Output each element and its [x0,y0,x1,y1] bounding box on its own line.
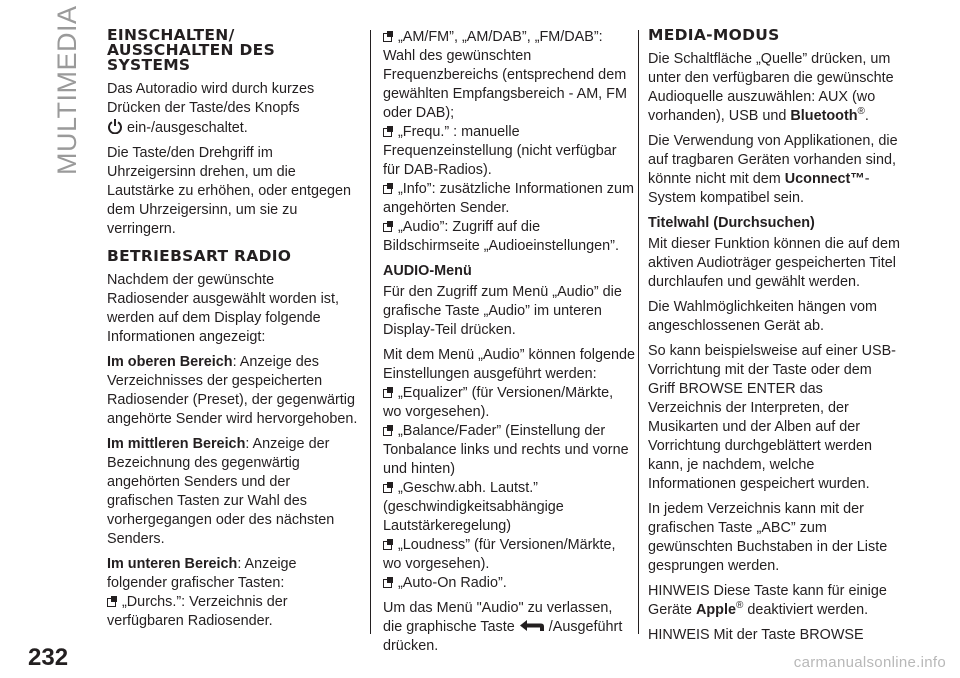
list-item: „Equalizer” (für Versionen/Märkte, wo vorgesehen). [383,385,614,420]
bullet-icon [383,577,393,588]
paragraph-abc: In jedem Verzeichnis kann mit der grafischen Taste „ABC” zum gewünschten Buchstaben in der Liste gesprungen werden. [648,501,888,574]
bullet-icon [383,425,393,436]
paragraph-options: Die Wahlmöglichkeiten hängen vom angeschlossenen Gerät ab. [648,299,878,334]
page-number: 232 [28,644,69,671]
paragraph-source: Die Schaltfläche „Quelle” drücken, um unter den verfügbaren die gewünschte Audioquelle auszuwählen: AUX (wo vorhanden), USB und Bluetooth®. [648,51,894,124]
bullet-icon [383,539,393,550]
bullet-icon [383,387,393,398]
paragraph-lower-area: Im unteren Bereich: Anzeige folgender grafischer Tasten: [107,556,297,591]
paragraph-audio-access: Für den Zugriff zum Menü „Audio” die grafische Taste „Audio” im unteren Display-Teil drücken. [383,284,622,338]
heading-audio-menu: AUDIO-Menü [383,263,472,279]
list-item: „Audio”: Zugriff auf die Bildschirmseite „Audioeinstellungen”. [383,219,619,254]
column-1 [107,28,359,631]
heading-radio-mode: BETRIEBSART RADIO [107,247,292,265]
heading-system-power: EINSCHALTEN/ AUSSCHALTEN DES SYSTEMS [107,26,276,74]
bullet-icon [383,482,393,493]
paragraph-audio-settings: Mit dem Menü „Audio” können folgende Einstellungen ausgeführt werden: [383,347,635,382]
back-arrow-icon [519,619,545,632]
list-item: „Info”: zusätzliche Informationen zum angehörten Sender. [383,181,634,216]
paragraph-example: So kann beispielsweise auf einer USB-Vorrichtung mit der Taste oder dem Griff BROWSE ENTER das Verzeichnis der Interpreten, der Musikarten und der Alben auf der Vorrichtung durchgeblättert werden kann, je nachdem, welche Informationen gespeichert wurden. [648,343,896,492]
list-item: „Auto-On Radio”. [383,574,635,593]
list-item: „Geschw.abh. Lautst.” (geschwindigkeitsabhängige Lautstärkeregelung) [383,480,564,534]
list-item: „Frequ.” : manuelle Frequenzeinstellung (nicht verfügbar für DAB-Radios). [383,124,617,178]
bullet-icon [383,31,393,42]
list-item: „AM/FM”, „AM/DAB”, „FM/DAB”: Wahl des gewünschten Frequenzbereichs (entsprechend dem gewählten Empfangsbereich - AM, FM oder DAB); [383,29,627,121]
bullet-icon [383,221,393,232]
column-divider [370,30,371,634]
paragraph-volume: Die Taste/den Drehgriff im Uhrzeigersinn drehen, um die Lautstärke zu erhöhen, oder entgegen dem Uhrzeigersinn, um sie zu verringern. [107,145,352,237]
column-divider [638,30,639,634]
power-icon [107,118,123,134]
paragraph-browse: Mit dieser Funktion können die auf dem aktiven Audioträger gespeicherten Titel durchlaufen und gewählt werden. [648,236,900,290]
side-tab-multimedia: MULTIMEDIA [52,5,82,175]
watermark-text: carmanualsonline.info [793,654,946,671]
paragraph-hint-apple: HINWEIS Diese Taste kann für einige Geräte Apple® deaktiviert werden. [648,583,887,618]
paragraph-display-info: Nachdem der gewünschte Radiosender ausgewählt worden ist, werden auf dem Display folgende Informationen angezeigt: [107,272,339,345]
list-item: „Balance/Fader” (Einstellung der Tonbalance links und rechts und vorne und hinten) [383,423,629,477]
paragraph-apps: Die Verwendung von Applikationen, die auf tragbaren Geräten vorhanden sind, könnte nicht mit dem Uconnect™-System kompatibel sein. [648,133,898,206]
bullet-icon [383,126,393,137]
column-3 [648,28,900,651]
paragraph-upper-area: Im oberen Bereich: Anzeige des Verzeichnisses der gespeicherten Radiosender (Preset), der gegenwärtig angehörte Sender wird hervorgehoben. [107,354,358,427]
list-item: „Durchs.”: Verzeichnis der verfügbaren Radiosender. [107,594,288,629]
column-2 [383,28,635,662]
heading-media-mode: MEDIA-MODUS [648,26,780,44]
paragraph-middle-area: Im mittleren Bereich: Anzeige der Bezeichnung des gegenwärtig angehörten Senders und der grafischen Tasten zur Wahl des vorhergegangen oder des nächsten Senders. [107,436,335,547]
heading-title-browse: Titelwahl (Durchsuchen) [648,215,815,231]
paragraph-audio-exit: Um das Menü "Audio" zu verlassen, die graphische Taste /Ausgeführt drücken. [383,600,623,654]
paragraph-power: Das Autoradio wird durch kurzes Drücken der Taste/des Knopfs ein-/ausgeschaltet. [107,81,315,136]
bullet-icon [107,596,117,607]
bullet-icon [383,183,393,194]
paragraph-hint-browse: HINWEIS Mit der Taste BROWSE [648,627,864,643]
list-item: „Loudness” (für Versionen/Märkte, wo vorgesehen). [383,537,616,572]
